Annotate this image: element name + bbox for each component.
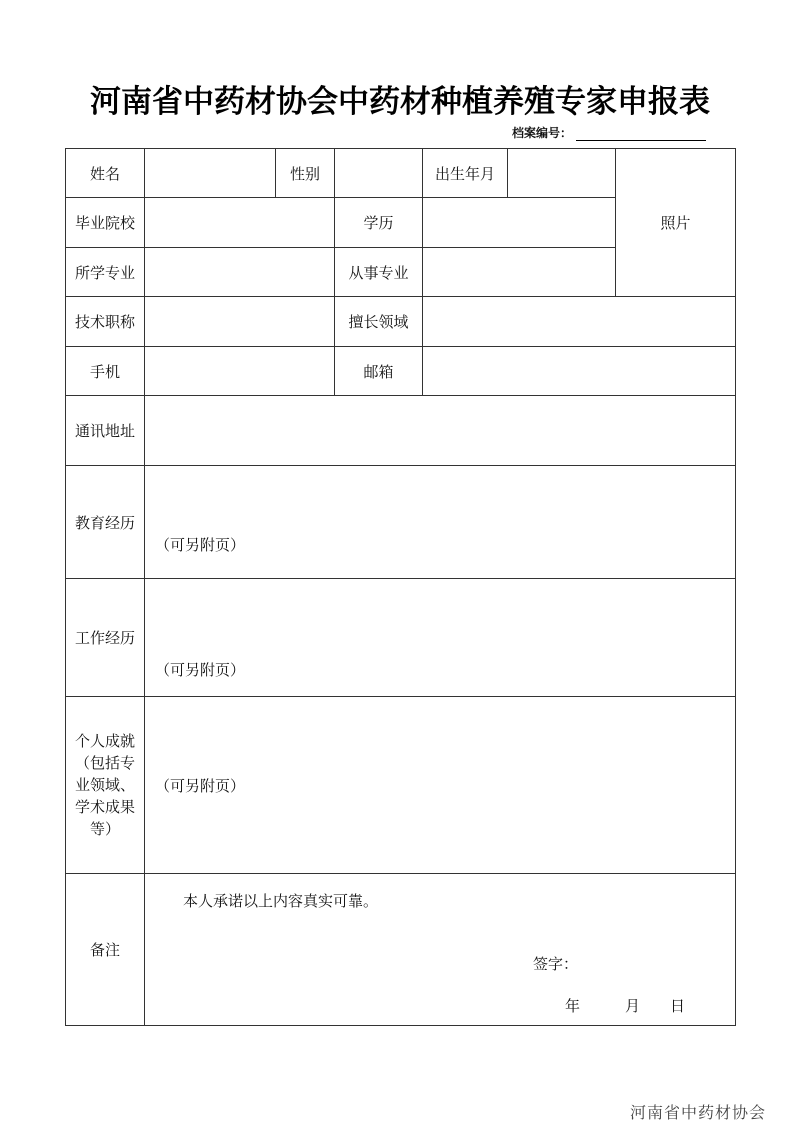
photo-box[interactable]	[616, 149, 736, 297]
email-field[interactable]	[423, 347, 736, 396]
date-month-label: 月	[625, 997, 641, 1015]
title-rank-field[interactable]	[145, 297, 335, 347]
email-label: 邮箱	[335, 347, 423, 396]
name-label: 姓名	[66, 149, 145, 198]
date-day-label: 日	[670, 997, 686, 1015]
photo-label: 照片	[660, 214, 691, 232]
name-field[interactable]	[145, 149, 276, 198]
pledge-text: 本人承诺以上内容真实可靠。	[183, 892, 379, 910]
birth-label: 出生年月	[423, 149, 508, 198]
work-history-label: 工作经历	[66, 579, 145, 697]
current-field-label: 从事专业	[335, 248, 423, 297]
signature-label: 签字：	[533, 955, 579, 973]
expertise-label: 擅长领域	[335, 297, 423, 347]
remarks-field[interactable]	[145, 874, 736, 1026]
gender-field[interactable]	[335, 149, 423, 198]
edu-history-label: 教育经历	[66, 466, 145, 579]
education-field[interactable]	[423, 198, 616, 248]
address-field[interactable]	[145, 396, 736, 466]
major-label: 所学专业	[66, 248, 145, 297]
gender-label: 性别	[276, 149, 335, 198]
school-label: 毕业院校	[66, 198, 145, 248]
application-form-table	[65, 148, 736, 1026]
achievements-attach-note: （可另附页）	[155, 777, 246, 795]
association-watermark: 河南省中药材协会	[630, 1103, 767, 1122]
address-label: 通讯地址	[66, 396, 145, 466]
phone-label: 手机	[66, 347, 145, 396]
current-field-field[interactable]	[423, 248, 616, 297]
work-attach-note: （可另附页）	[155, 661, 246, 679]
achievements-label-cell	[66, 697, 145, 874]
birth-field[interactable]	[508, 149, 616, 198]
archive-number	[512, 124, 706, 141]
page-title: 河南省中药材协会中药材种植养殖专家申报表	[90, 84, 710, 120]
phone-field[interactable]	[145, 347, 335, 396]
title-rank-label: 技术职称	[66, 297, 145, 347]
edu-history-field[interactable]	[145, 466, 736, 579]
school-field[interactable]	[145, 198, 335, 248]
expertise-field[interactable]	[423, 297, 736, 347]
remarks-label: 备注	[66, 874, 145, 1026]
education-label: 学历	[335, 198, 423, 248]
work-history-field[interactable]	[145, 579, 736, 697]
date-year-label: 年	[565, 997, 581, 1015]
edu-attach-note: （可另附页）	[155, 536, 246, 554]
archive-number-label: 档案编号：	[512, 126, 573, 140]
major-field[interactable]	[145, 248, 335, 297]
archive-number-field[interactable]	[576, 128, 706, 141]
achievements-label: 个人成就（包括专业领域、学术成果等）	[74, 732, 135, 838]
achievements-field[interactable]	[145, 697, 736, 874]
